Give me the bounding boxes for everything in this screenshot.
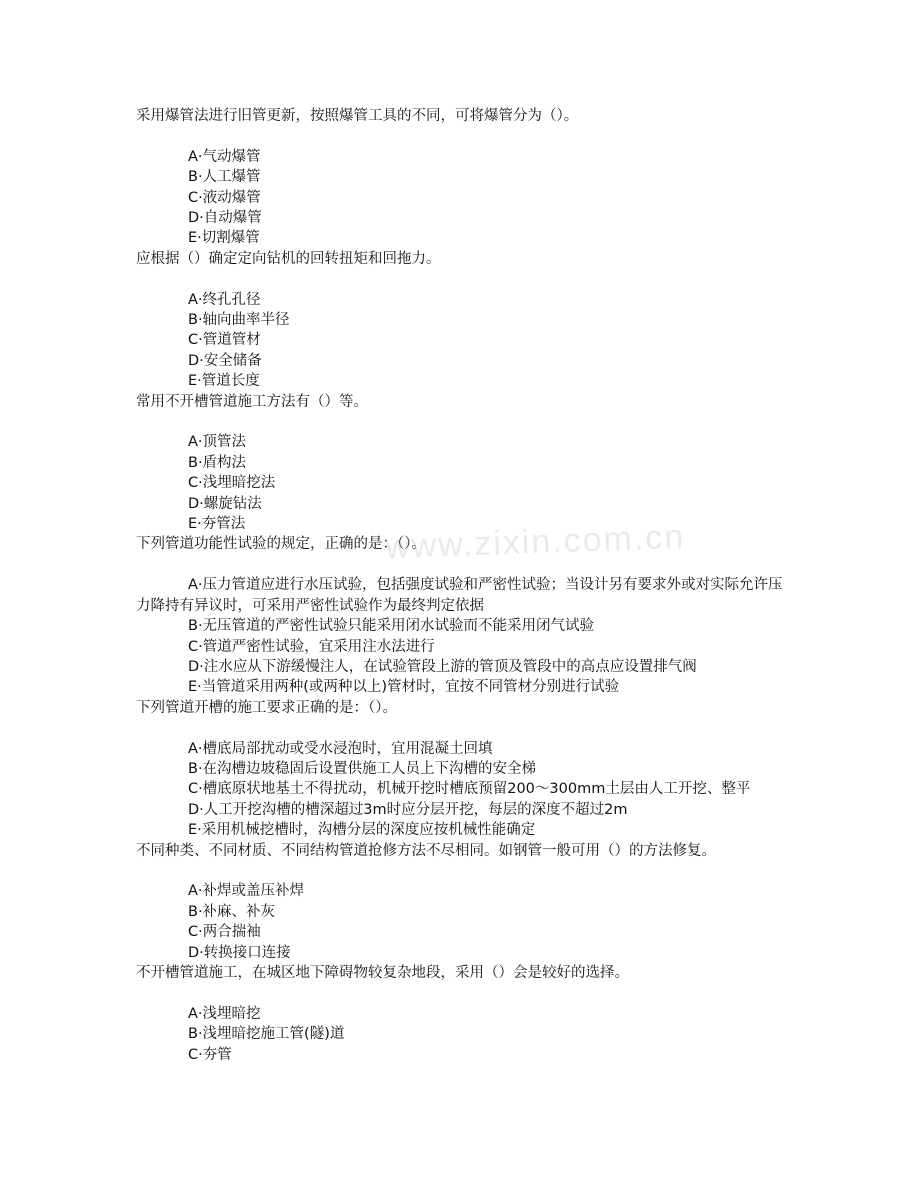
option-b: B·在沟槽边坡稳固后设置供施工人员上下沟槽的安全梯	[188, 760, 537, 777]
option-d: D·转换接口连接	[188, 944, 291, 961]
question-text: 常用不开槽管道施工方法有（）等。	[136, 393, 368, 410]
option-d: D·自动爆管	[188, 210, 262, 227]
question-7	[136, 963, 786, 1065]
option-a: A·补焊或盖压补焊	[188, 883, 305, 900]
question-text: 采用爆管法进行旧管更新，按照爆管工具的不同，可将爆管分为（）。	[136, 108, 579, 124]
question-1	[136, 106, 786, 249]
option-b: B·补麻、补灰	[188, 903, 276, 920]
option-e: E·采用机械挖槽时，沟槽分层的深度应按机械性能确定	[188, 822, 536, 839]
spacer	[136, 412, 786, 432]
question-6	[136, 841, 786, 963]
option-a: A·顶管法	[188, 434, 247, 451]
option-a: A·气动爆管	[188, 148, 261, 165]
option-c: C·夯管	[188, 1046, 232, 1063]
option-d: D·螺旋钻法	[188, 495, 262, 512]
option-e: E·当管道采用两种(或两种以上)管材时，宜按不同管材分别进行试验	[188, 679, 620, 696]
option-c: C·管道严密性试验，宜采用注水法进行	[188, 638, 435, 655]
spacer	[136, 126, 786, 146]
option-c: C·液动爆管	[188, 189, 261, 206]
option-b: B·浅埋暗挖施工管(隧)道	[188, 1026, 345, 1043]
option-d: D·安全储备	[188, 352, 262, 369]
option-b: B·盾构法	[188, 454, 247, 471]
spacer	[136, 555, 786, 575]
question-text: 不同种类、不同材质、不同结构管道抢修方法不尽相同。如钢管一般可用（）的方法修复。	[136, 842, 716, 859]
spacer	[136, 983, 786, 1003]
question-text: 下列管道功能性试验的规定，正确的是：（）。	[136, 536, 426, 553]
spacer	[136, 269, 786, 289]
option-b: B·轴向曲率半径	[188, 312, 290, 329]
option-b: B·人工爆管	[188, 169, 261, 186]
option-c: C·浅埋暗挖法	[188, 475, 276, 492]
question-text: 应根据（）确定定向钻机的回转扭矩和回拖力。	[136, 250, 441, 267]
option-a: A·浅埋暗挖	[188, 1005, 261, 1022]
option-a: A·槽底局部扰动或受水浸泡时，宜用混凝土回填	[188, 740, 493, 757]
question-4	[136, 534, 786, 697]
question-list	[136, 106, 786, 1065]
option-a: A·压力管道应进行水压试验，包括强度试验和严密性试验；当设计另有要求外或对实际允许压力降持有异议时，可采用严密性试验作为最终判定依据	[136, 577, 783, 614]
option-d: D·注水应从下游缓慢注人，在试验管段上游的管顶及管段中的高点应设置排气阀	[188, 658, 697, 675]
option-c: C·管道管材	[188, 332, 261, 349]
option-e: E·夯管法	[188, 516, 246, 533]
option-e: E·切割爆管	[188, 230, 260, 247]
spacer	[136, 718, 786, 738]
option-c: C·槽底原状地基土不得扰动，机械开挖时槽底预留200～300mm土层由人工开挖、整平	[188, 781, 751, 798]
option-c: C·两合揣袖	[188, 924, 261, 941]
option-b: B·无压管道的严密性试验只能采用闭水试验而不能采用闭气试验	[188, 618, 595, 635]
question-5	[136, 698, 786, 841]
option-e: E·管道长度	[188, 373, 260, 390]
option-d: D·人工开挖沟槽的槽深超过3m时应分层开挖，每层的深度不超过2m	[188, 801, 628, 818]
question-text: 不开槽管道施工，在城区地下障碍物较复杂地段，采用（）会是较好的选择。	[136, 964, 629, 981]
question-text: 下列管道开槽的施工要求正确的是：（）。	[136, 699, 397, 716]
spacer	[136, 861, 786, 881]
option-a: A·终孔孔径	[188, 291, 261, 308]
watermark: www.zixin.com.cn	[384, 517, 686, 567]
question-2	[136, 249, 786, 392]
question-3	[136, 392, 786, 535]
